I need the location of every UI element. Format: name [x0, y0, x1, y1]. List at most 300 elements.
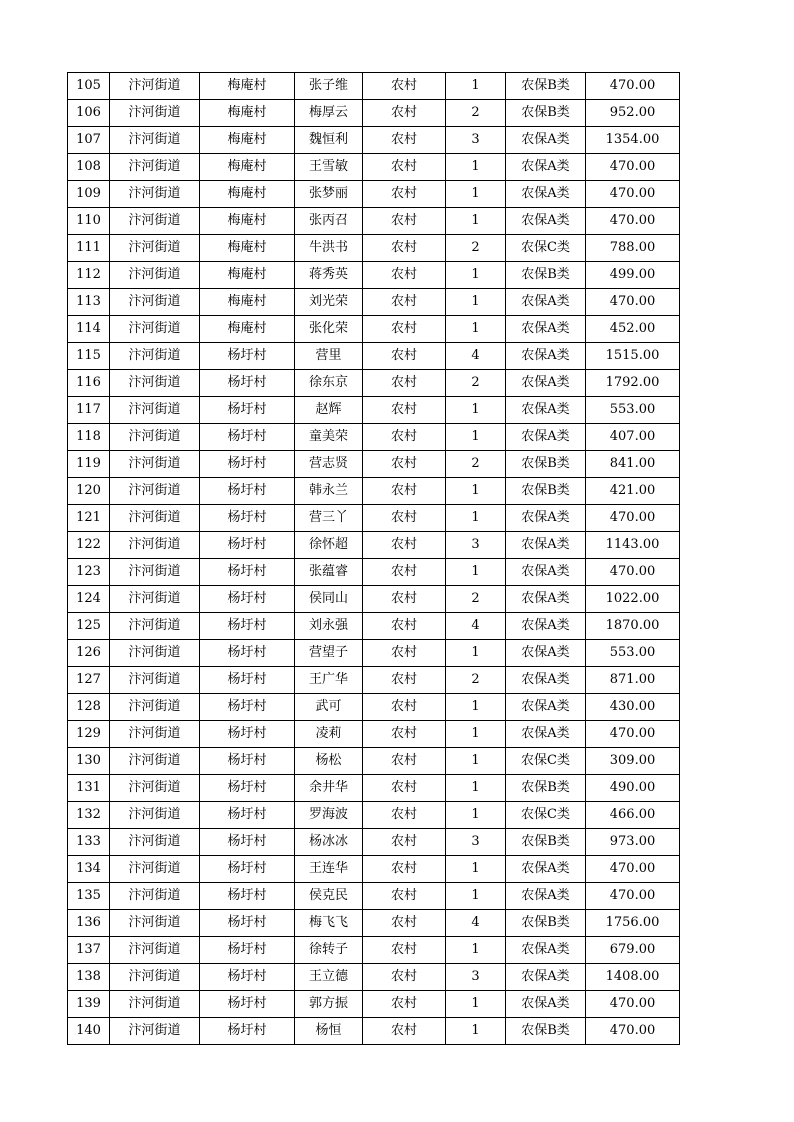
cell-household-type: 农村: [363, 667, 446, 694]
cell-household-size: 1: [446, 694, 506, 721]
cell-row-number: 112: [68, 262, 110, 289]
cell-village: 杨圩村: [200, 883, 295, 910]
table-row: [68, 775, 680, 802]
cell-recipient-name: 梅飞飞: [295, 910, 363, 937]
cell-recipient-name: 牛洪书: [295, 235, 363, 262]
cell-household-type: 农村: [363, 73, 446, 100]
cell-household-size: 1: [446, 802, 506, 829]
cell-village: 杨圩村: [200, 424, 295, 451]
cell-village: 梅庵村: [200, 127, 295, 154]
cell-recipient-name: 韩永兰: [295, 478, 363, 505]
table-row: [68, 478, 680, 505]
cell-row-number: 139: [68, 991, 110, 1018]
cell-subdistrict: 汴河街道: [110, 181, 200, 208]
cell-subdistrict: 汴河街道: [110, 991, 200, 1018]
cell-household-size: 1: [446, 397, 506, 424]
cell-household-size: 1: [446, 937, 506, 964]
cell-insurance-category: 农保B类: [506, 262, 586, 289]
cell-subdistrict: 汴河街道: [110, 802, 200, 829]
cell-subdistrict: 汴河街道: [110, 343, 200, 370]
table-row: [68, 883, 680, 910]
cell-household-type: 农村: [363, 451, 446, 478]
cell-insurance-category: 农保A类: [506, 424, 586, 451]
cell-amount: 470.00: [586, 559, 680, 586]
table-row: [68, 262, 680, 289]
cell-amount: 470.00: [586, 991, 680, 1018]
cell-amount: 309.00: [586, 748, 680, 775]
cell-insurance-category: 农保A类: [506, 127, 586, 154]
cell-insurance-category: 农保B类: [506, 1018, 586, 1045]
cell-subdistrict: 汴河街道: [110, 748, 200, 775]
cell-household-type: 农村: [363, 208, 446, 235]
cell-household-size: 1: [446, 208, 506, 235]
cell-insurance-category: 农保C类: [506, 748, 586, 775]
cell-insurance-category: 农保A类: [506, 316, 586, 343]
cell-amount: 1870.00: [586, 613, 680, 640]
cell-row-number: 117: [68, 397, 110, 424]
cell-household-type: 农村: [363, 748, 446, 775]
cell-insurance-category: 农保B类: [506, 478, 586, 505]
cell-row-number: 120: [68, 478, 110, 505]
cell-row-number: 110: [68, 208, 110, 235]
cell-recipient-name: 刘永强: [295, 613, 363, 640]
cell-amount: 1756.00: [586, 910, 680, 937]
cell-insurance-category: 农保B类: [506, 100, 586, 127]
cell-household-size: 1: [446, 640, 506, 667]
cell-household-size: 1: [446, 289, 506, 316]
cell-subdistrict: 汴河街道: [110, 964, 200, 991]
cell-household-type: 农村: [363, 775, 446, 802]
cell-household-size: 2: [446, 100, 506, 127]
cell-subdistrict: 汴河街道: [110, 370, 200, 397]
cell-household-type: 农村: [363, 883, 446, 910]
table-row: [68, 370, 680, 397]
cell-household-type: 农村: [363, 721, 446, 748]
cell-insurance-category: 农保A类: [506, 721, 586, 748]
table-row: [68, 640, 680, 667]
cell-amount: 841.00: [586, 451, 680, 478]
cell-recipient-name: 徐怀超: [295, 532, 363, 559]
cell-subdistrict: 汴河街道: [110, 235, 200, 262]
cell-subdistrict: 汴河街道: [110, 451, 200, 478]
cell-household-type: 农村: [363, 343, 446, 370]
cell-subdistrict: 汴河街道: [110, 316, 200, 343]
cell-recipient-name: 魏恒利: [295, 127, 363, 154]
cell-insurance-category: 农保B类: [506, 910, 586, 937]
table-row: [68, 1018, 680, 1045]
cell-subdistrict: 汴河街道: [110, 424, 200, 451]
table-row: [68, 964, 680, 991]
cell-recipient-name: 张丙召: [295, 208, 363, 235]
table-row: [68, 559, 680, 586]
cell-household-type: 农村: [363, 694, 446, 721]
cell-village: 杨圩村: [200, 991, 295, 1018]
cell-subdistrict: 汴河街道: [110, 883, 200, 910]
cell-household-type: 农村: [363, 181, 446, 208]
cell-recipient-name: 童美荣: [295, 424, 363, 451]
table-row: [68, 910, 680, 937]
cell-insurance-category: 农保A类: [506, 559, 586, 586]
cell-household-size: 1: [446, 991, 506, 1018]
cell-insurance-category: 农保A类: [506, 694, 586, 721]
table-row: [68, 694, 680, 721]
cell-row-number: 122: [68, 532, 110, 559]
cell-household-type: 农村: [363, 910, 446, 937]
cell-household-size: 2: [446, 586, 506, 613]
cell-recipient-name: 王雪敏: [295, 154, 363, 181]
cell-household-type: 农村: [363, 289, 446, 316]
cell-insurance-category: 农保A类: [506, 532, 586, 559]
cell-row-number: 127: [68, 667, 110, 694]
cell-amount: 1515.00: [586, 343, 680, 370]
table-row: [68, 127, 680, 154]
cell-subdistrict: 汴河街道: [110, 721, 200, 748]
cell-row-number: 107: [68, 127, 110, 154]
cell-subdistrict: 汴河街道: [110, 559, 200, 586]
cell-subdistrict: 汴河街道: [110, 127, 200, 154]
cell-amount: 1022.00: [586, 586, 680, 613]
cell-household-size: 1: [446, 748, 506, 775]
table-row: [68, 181, 680, 208]
cell-subdistrict: 汴河街道: [110, 775, 200, 802]
cell-insurance-category: 农保B类: [506, 829, 586, 856]
cell-subdistrict: 汴河街道: [110, 910, 200, 937]
cell-recipient-name: 张子维: [295, 73, 363, 100]
cell-village: 杨圩村: [200, 640, 295, 667]
cell-subdistrict: 汴河街道: [110, 397, 200, 424]
cell-village: 杨圩村: [200, 1018, 295, 1045]
cell-amount: 407.00: [586, 424, 680, 451]
cell-insurance-category: 农保A类: [506, 586, 586, 613]
cell-insurance-category: 农保A类: [506, 667, 586, 694]
cell-amount: 871.00: [586, 667, 680, 694]
cell-household-size: 4: [446, 343, 506, 370]
cell-household-size: 3: [446, 532, 506, 559]
cell-household-size: 1: [446, 856, 506, 883]
cell-village: 杨圩村: [200, 613, 295, 640]
cell-household-size: 1: [446, 154, 506, 181]
cell-village: 梅庵村: [200, 235, 295, 262]
cell-household-size: 1: [446, 721, 506, 748]
cell-recipient-name: 杨冰冰: [295, 829, 363, 856]
cell-household-type: 农村: [363, 802, 446, 829]
cell-amount: 470.00: [586, 154, 680, 181]
cell-household-type: 农村: [363, 370, 446, 397]
cell-row-number: 123: [68, 559, 110, 586]
cell-household-size: 1: [446, 559, 506, 586]
cell-village: 梅庵村: [200, 73, 295, 100]
cell-village: 杨圩村: [200, 586, 295, 613]
table-row: [68, 451, 680, 478]
cell-recipient-name: 徐转子: [295, 937, 363, 964]
cell-household-type: 农村: [363, 397, 446, 424]
cell-row-number: 119: [68, 451, 110, 478]
cell-recipient-name: 武可: [295, 694, 363, 721]
cell-amount: 499.00: [586, 262, 680, 289]
cell-row-number: 108: [68, 154, 110, 181]
cell-amount: 466.00: [586, 802, 680, 829]
cell-insurance-category: 农保A类: [506, 937, 586, 964]
cell-household-size: 1: [446, 316, 506, 343]
cell-household-type: 农村: [363, 991, 446, 1018]
table-row: [68, 73, 680, 100]
table-row: [68, 235, 680, 262]
cell-household-size: 1: [446, 883, 506, 910]
cell-amount: 470.00: [586, 73, 680, 100]
cell-subdistrict: 汴河街道: [110, 208, 200, 235]
cell-household-size: 1: [446, 505, 506, 532]
cell-village: 杨圩村: [200, 775, 295, 802]
cell-recipient-name: 营望子: [295, 640, 363, 667]
table-row: [68, 397, 680, 424]
cell-subdistrict: 汴河街道: [110, 100, 200, 127]
cell-household-type: 农村: [363, 937, 446, 964]
cell-insurance-category: 农保A类: [506, 964, 586, 991]
cell-insurance-category: 农保A类: [506, 397, 586, 424]
cell-insurance-category: 农保A类: [506, 208, 586, 235]
cell-village: 杨圩村: [200, 505, 295, 532]
cell-recipient-name: 侯同山: [295, 586, 363, 613]
table-row: [68, 802, 680, 829]
cell-insurance-category: 农保C类: [506, 235, 586, 262]
cell-row-number: 116: [68, 370, 110, 397]
cell-household-type: 农村: [363, 829, 446, 856]
cell-row-number: 134: [68, 856, 110, 883]
cell-household-type: 农村: [363, 262, 446, 289]
cell-recipient-name: 营里: [295, 343, 363, 370]
cell-household-type: 农村: [363, 235, 446, 262]
cell-amount: 788.00: [586, 235, 680, 262]
cell-amount: 1354.00: [586, 127, 680, 154]
cell-amount: 470.00: [586, 289, 680, 316]
cell-village: 杨圩村: [200, 667, 295, 694]
cell-village: 杨圩村: [200, 694, 295, 721]
cell-subdistrict: 汴河街道: [110, 856, 200, 883]
cell-row-number: 114: [68, 316, 110, 343]
cell-insurance-category: 农保A类: [506, 343, 586, 370]
cell-village: 梅庵村: [200, 154, 295, 181]
cell-recipient-name: 张梦丽: [295, 181, 363, 208]
cell-subdistrict: 汴河街道: [110, 694, 200, 721]
cell-row-number: 118: [68, 424, 110, 451]
cell-insurance-category: 农保B类: [506, 451, 586, 478]
cell-insurance-category: 农保A类: [506, 154, 586, 181]
cell-row-number: 140: [68, 1018, 110, 1045]
cell-household-type: 农村: [363, 100, 446, 127]
cell-household-size: 1: [446, 1018, 506, 1045]
cell-subdistrict: 汴河街道: [110, 667, 200, 694]
table-row: [68, 748, 680, 775]
cell-amount: 470.00: [586, 856, 680, 883]
cell-row-number: 105: [68, 73, 110, 100]
cell-household-size: 1: [446, 262, 506, 289]
table-row: [68, 289, 680, 316]
cell-household-type: 农村: [363, 586, 446, 613]
cell-subdistrict: 汴河街道: [110, 613, 200, 640]
cell-subdistrict: 汴河街道: [110, 1018, 200, 1045]
cell-household-type: 农村: [363, 127, 446, 154]
table-row: [68, 856, 680, 883]
cell-row-number: 138: [68, 964, 110, 991]
table-row: [68, 100, 680, 127]
cell-household-type: 农村: [363, 964, 446, 991]
cell-recipient-name: 余井华: [295, 775, 363, 802]
cell-village: 杨圩村: [200, 397, 295, 424]
table-row: [68, 937, 680, 964]
cell-amount: 470.00: [586, 505, 680, 532]
cell-village: 杨圩村: [200, 748, 295, 775]
cell-row-number: 115: [68, 343, 110, 370]
cell-subdistrict: 汴河街道: [110, 829, 200, 856]
cell-amount: 490.00: [586, 775, 680, 802]
cell-household-size: 1: [446, 775, 506, 802]
cell-subdistrict: 汴河街道: [110, 586, 200, 613]
table-row: [68, 154, 680, 181]
cell-row-number: 133: [68, 829, 110, 856]
cell-household-size: 3: [446, 127, 506, 154]
table-row: [68, 208, 680, 235]
cell-amount: 430.00: [586, 694, 680, 721]
cell-household-type: 农村: [363, 532, 446, 559]
cell-amount: 553.00: [586, 640, 680, 667]
cell-household-size: 1: [446, 424, 506, 451]
cell-amount: 1143.00: [586, 532, 680, 559]
cell-recipient-name: 梅厚云: [295, 100, 363, 127]
cell-row-number: 129: [68, 721, 110, 748]
cell-village: 杨圩村: [200, 829, 295, 856]
cell-row-number: 126: [68, 640, 110, 667]
cell-insurance-category: 农保C类: [506, 802, 586, 829]
cell-recipient-name: 刘光荣: [295, 289, 363, 316]
cell-row-number: 130: [68, 748, 110, 775]
cell-amount: 952.00: [586, 100, 680, 127]
cell-row-number: 124: [68, 586, 110, 613]
cell-household-type: 农村: [363, 1018, 446, 1045]
cell-village: 杨圩村: [200, 802, 295, 829]
cell-insurance-category: 农保A类: [506, 289, 586, 316]
cell-recipient-name: 罗海波: [295, 802, 363, 829]
cell-village: 杨圩村: [200, 964, 295, 991]
cell-village: 梅庵村: [200, 262, 295, 289]
cell-household-size: 1: [446, 181, 506, 208]
cell-recipient-name: 杨松: [295, 748, 363, 775]
cell-recipient-name: 蒋秀英: [295, 262, 363, 289]
table-row: [68, 586, 680, 613]
table-row: [68, 721, 680, 748]
cell-subdistrict: 汴河街道: [110, 478, 200, 505]
cell-subdistrict: 汴河街道: [110, 154, 200, 181]
cell-row-number: 132: [68, 802, 110, 829]
cell-village: 杨圩村: [200, 910, 295, 937]
cell-recipient-name: 侯克民: [295, 883, 363, 910]
cell-household-type: 农村: [363, 316, 446, 343]
table-row: [68, 991, 680, 1018]
cell-amount: 553.00: [586, 397, 680, 424]
cell-household-type: 农村: [363, 154, 446, 181]
cell-subdistrict: 汴河街道: [110, 289, 200, 316]
cell-row-number: 136: [68, 910, 110, 937]
cell-amount: 470.00: [586, 208, 680, 235]
cell-household-size: 2: [446, 667, 506, 694]
cell-row-number: 135: [68, 883, 110, 910]
cell-amount: 1408.00: [586, 964, 680, 991]
cell-row-number: 128: [68, 694, 110, 721]
cell-village: 杨圩村: [200, 721, 295, 748]
cell-row-number: 106: [68, 100, 110, 127]
cell-household-size: 2: [446, 235, 506, 262]
cell-amount: 470.00: [586, 883, 680, 910]
cell-amount: 679.00: [586, 937, 680, 964]
cell-row-number: 109: [68, 181, 110, 208]
cell-amount: 421.00: [586, 478, 680, 505]
cell-insurance-category: 农保A类: [506, 640, 586, 667]
cell-insurance-category: 农保A类: [506, 991, 586, 1018]
cell-amount: 470.00: [586, 1018, 680, 1045]
cell-household-size: 4: [446, 910, 506, 937]
cell-household-type: 农村: [363, 478, 446, 505]
cell-household-size: 3: [446, 964, 506, 991]
cell-insurance-category: 农保B类: [506, 775, 586, 802]
cell-recipient-name: 郭方振: [295, 991, 363, 1018]
cell-insurance-category: 农保A类: [506, 856, 586, 883]
table-row: [68, 424, 680, 451]
cell-subdistrict: 汴河街道: [110, 532, 200, 559]
cell-village: 杨圩村: [200, 370, 295, 397]
cell-row-number: 137: [68, 937, 110, 964]
table-row: [68, 343, 680, 370]
cell-row-number: 131: [68, 775, 110, 802]
cell-row-number: 111: [68, 235, 110, 262]
cell-insurance-category: 农保A类: [506, 181, 586, 208]
table-row: [68, 667, 680, 694]
cell-village: 梅庵村: [200, 181, 295, 208]
cell-recipient-name: 营志贤: [295, 451, 363, 478]
cell-insurance-category: 农保A类: [506, 883, 586, 910]
cell-village: 杨圩村: [200, 559, 295, 586]
cell-insurance-category: 农保B类: [506, 73, 586, 100]
cell-amount: 470.00: [586, 181, 680, 208]
cell-subdistrict: 汴河街道: [110, 640, 200, 667]
cell-row-number: 125: [68, 613, 110, 640]
table-row: [68, 505, 680, 532]
cell-row-number: 113: [68, 289, 110, 316]
cell-subdistrict: 汴河街道: [110, 937, 200, 964]
cell-recipient-name: 王连华: [295, 856, 363, 883]
cell-subdistrict: 汴河街道: [110, 262, 200, 289]
cell-amount: 1792.00: [586, 370, 680, 397]
cell-recipient-name: 徐东京: [295, 370, 363, 397]
cell-amount: 452.00: [586, 316, 680, 343]
cell-village: 杨圩村: [200, 478, 295, 505]
cell-village: 梅庵村: [200, 316, 295, 343]
table-row: [68, 829, 680, 856]
cell-household-type: 农村: [363, 640, 446, 667]
cell-amount: 973.00: [586, 829, 680, 856]
cell-recipient-name: 张化荣: [295, 316, 363, 343]
cell-household-type: 农村: [363, 424, 446, 451]
cell-recipient-name: 张蕴睿: [295, 559, 363, 586]
table-row: [68, 532, 680, 559]
cell-village: 杨圩村: [200, 451, 295, 478]
cell-household-size: 4: [446, 613, 506, 640]
cell-recipient-name: 王广华: [295, 667, 363, 694]
cell-village: 梅庵村: [200, 289, 295, 316]
cell-recipient-name: 营三丫: [295, 505, 363, 532]
cell-household-size: 1: [446, 73, 506, 100]
cell-household-size: 2: [446, 451, 506, 478]
roster-body: [68, 73, 680, 1045]
cell-household-size: 1: [446, 478, 506, 505]
